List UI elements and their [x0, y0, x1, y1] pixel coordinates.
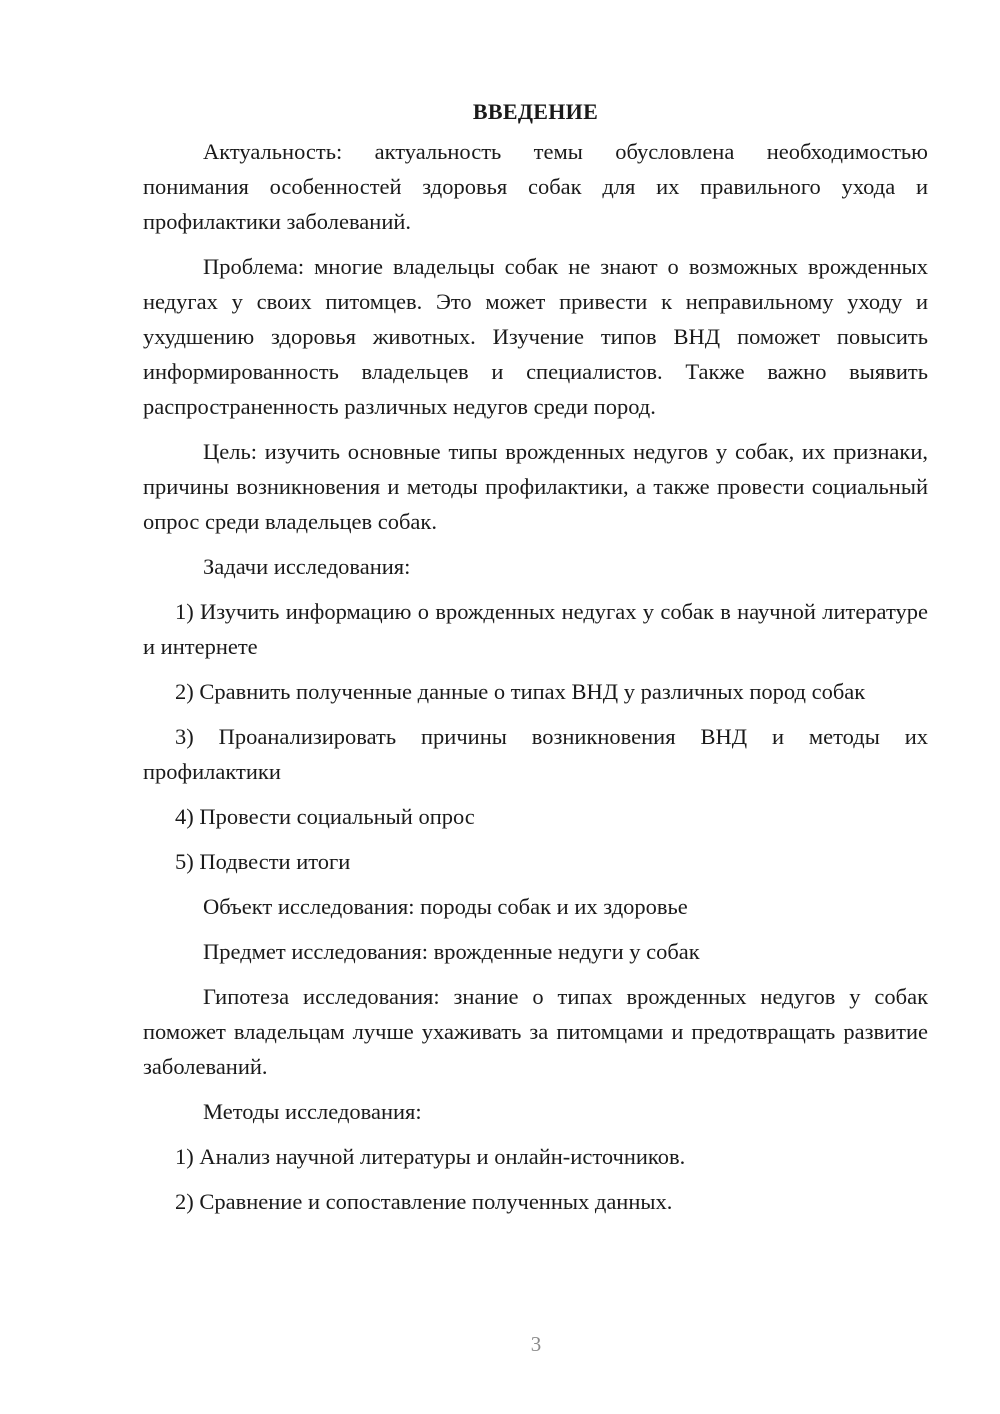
list-item-task-4: 4) Провести социальный опрос	[175, 804, 475, 829]
paragraph-tasks-heading: Задачи исследования:	[203, 554, 411, 579]
list-item-method-2: 2) Сравнение и сопоставление полученных данных.	[175, 1189, 673, 1214]
section-title: ВВЕДЕНИЕ	[472, 99, 599, 124]
paragraph-methods-heading: Методы исследования:	[203, 1099, 422, 1124]
list-item-task-1: 1) Изучить информацию о врожденных недугах у собак в научной литературе и интернете	[143, 599, 928, 659]
list-item-method-1: 1) Анализ научной литературы и онлайн-источников.	[175, 1144, 686, 1169]
list-item-task-2: 2) Сравнить полученные данные о типах ВНД у различных пород собак	[175, 679, 866, 704]
paragraph-goal: Цель: изучить основные типы врожденных недугов у собак, их признаки, причины возникновения и методы профилактики, а также провести социальный опрос среди владельцев собак.	[143, 439, 928, 534]
paragraph-object: Объект исследования: породы собак и их здоровье	[203, 894, 688, 919]
document-body	[143, 96, 928, 1229]
paragraph-relevance: Актуальность: актуальность темы обусловлена необходимостью понимания особенностей здоровья собак для их правильного ухода и профилактики заболеваний.	[143, 139, 928, 234]
paragraph-hypothesis: Гипотеза исследования: знание о типах врожденных недугов у собак поможет владельцам лучше ухаживать за питомцами и предотвращать развитие заболеваний.	[143, 984, 928, 1079]
list-item-task-3: 3) Проанализировать причины возникновения ВНД и методы их профилактики	[143, 724, 928, 784]
paragraph-subject: Предмет исследования: врожденные недуги у собак	[203, 939, 700, 964]
page-number: 3	[530, 1332, 542, 1356]
paragraph-problem: Проблема: многие владельцы собак не знают о возможных врожденных недугах у своих питомцев. Это может привести к неправильному уходу и ухудшению здоровья животных. Изучение типов ВНД поможет повысить информированность владельцев и специалистов. Также важно выявить распространенность различных недугов среди пород.	[143, 254, 928, 419]
list-item-task-5: 5) Подвести итоги	[175, 849, 351, 874]
